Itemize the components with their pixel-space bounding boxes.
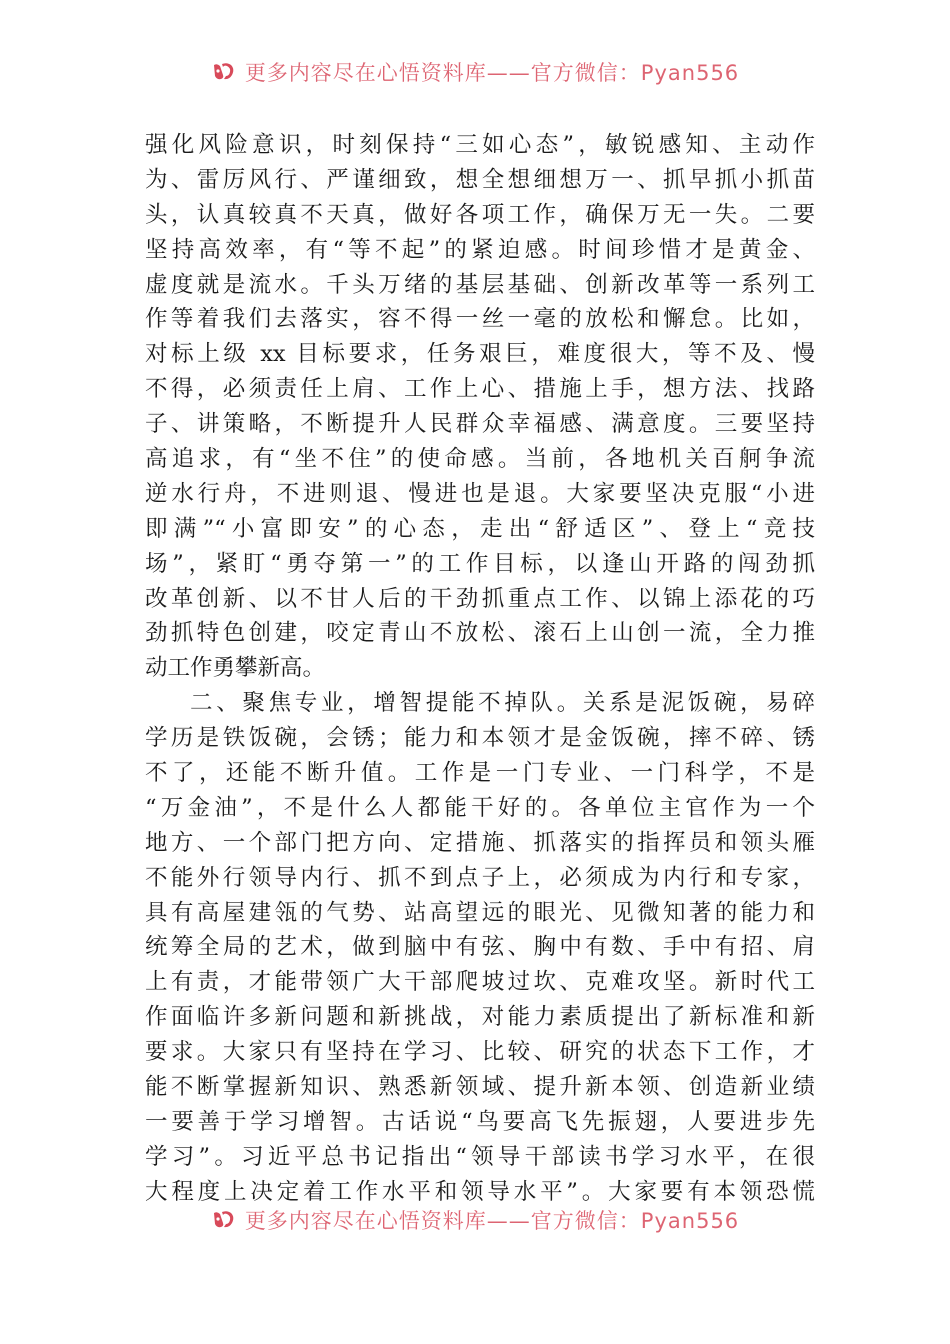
watermark-text: 更多内容尽在心悟资料库——官方微信：Pyan556 bbox=[244, 1209, 740, 1233]
text-line: 要求。大家只有坚持在学习、比较、研究的状态下工作，才 bbox=[145, 1039, 815, 1066]
text-line: 大程度上决定着工作水平和领导水平”。大家要有本领恐慌 bbox=[145, 1178, 815, 1205]
text-line: 劲抓特色创建，咬定青山不放松、滚石上山创一流，全力推 bbox=[145, 620, 815, 647]
text-line: 头，认真较真不天真，做好各项工作，确保万无一失。二要 bbox=[145, 201, 815, 228]
text-line: 地方、一个部门把方向、定措施、抓落实的指挥员和领头雁 bbox=[145, 829, 815, 856]
text-line: 为、雷厉风行、严谨细致，想全想细想万一、抓早抓小抓苗 bbox=[145, 166, 815, 193]
watermark-header bbox=[0, 52, 950, 92]
text-line: 强化风险意识，时刻保持“三如心态”，敏锐感知、主动作 bbox=[145, 132, 815, 158]
text-line: 对标上级 xx 目标要求，任务艰巨，难度很大，等不及、慢 bbox=[145, 341, 815, 368]
brand-logo-icon bbox=[211, 1209, 237, 1231]
text-line: “万金油”，不是什么人都能干好的。各单位主官作为一个 bbox=[145, 794, 815, 821]
brand-logo-icon bbox=[211, 61, 237, 83]
text-line: 不能外行领导内行、抓不到点子上，必须成为内行和专家， bbox=[145, 864, 815, 891]
text-line: 不了，还能不断升值。工作是一门专业、一门科学，不是 bbox=[145, 760, 815, 787]
text-line: 子、讲策略，不断提升人民群众幸福感、满意度。三要坚持 bbox=[145, 411, 815, 438]
text-line: 即满”“小富即安”的心态，走出“舒适区”、登上“竞技 bbox=[145, 515, 815, 542]
text-line: 作等着我们去落实，容不得一丝一毫的放松和懈怠。比如， bbox=[145, 306, 815, 333]
text-line: 虚度就是流水。千头万绪的基层基础、创新改革等一系列工 bbox=[145, 271, 815, 298]
text-line: 逆水行舟，不进则退、慢进也是退。大家要坚决克服“小进 bbox=[145, 480, 815, 507]
watermark-text: 更多内容尽在心悟资料库——官方微信：Pyan556 bbox=[244, 61, 740, 85]
text-line: 动工作勇攀新高。 bbox=[145, 655, 326, 682]
text-line: 能不断掌握新知识、熟悉新领域、提升新本领、创造新业绩 bbox=[145, 1074, 815, 1101]
text-line: 一要善于学习增智。古话说“鸟要高飞先振翅，人要进步先 bbox=[145, 1108, 815, 1135]
text-line: 改革创新、以不甘人后的干劲抓重点工作、以锦上添花的巧 bbox=[145, 585, 815, 612]
text-line: 作面临许多新问题和新挑战，对能力素质提出了新标准和新 bbox=[145, 1004, 815, 1031]
section-heading-line: 二、聚焦专业，增智提能不掉队。关系是泥饭碗，易碎 bbox=[190, 690, 815, 717]
text-line: 上有责，才能带领广大干部爬坡过坎、克难攻坚。新时代工 bbox=[145, 969, 815, 996]
text-line: 学历是铁饭碗，会锈；能力和本领才是金饭碗，摔不碎、锈 bbox=[145, 725, 815, 752]
text-line: 具有高屋建瓴的气势、站高望远的眼光、见微知著的能力和 bbox=[145, 899, 815, 926]
text-line: 不得，必须责任上肩、工作上心、措施上手，想方法、找路 bbox=[145, 376, 815, 403]
text-line: 坚持高效率，有“等不起”的紧迫感。时间珍惜才是黄金、 bbox=[145, 236, 815, 263]
document-body bbox=[145, 128, 815, 1210]
text-line: 学习”。习近平总书记指出“领导干部读书学习水平，在很 bbox=[145, 1143, 815, 1170]
text-line: 统筹全局的艺术，做到脑中有弦、胸中有数、手中有招、肩 bbox=[145, 934, 815, 961]
text-line: 高追求，有“坐不住”的使命感。当前，各地机关百舸争流 bbox=[145, 446, 815, 473]
text-line: 场”，紧盯“勇夺第一”的工作目标，以逢山开路的闯劲抓 bbox=[145, 550, 815, 577]
watermark-footer bbox=[0, 1200, 950, 1240]
